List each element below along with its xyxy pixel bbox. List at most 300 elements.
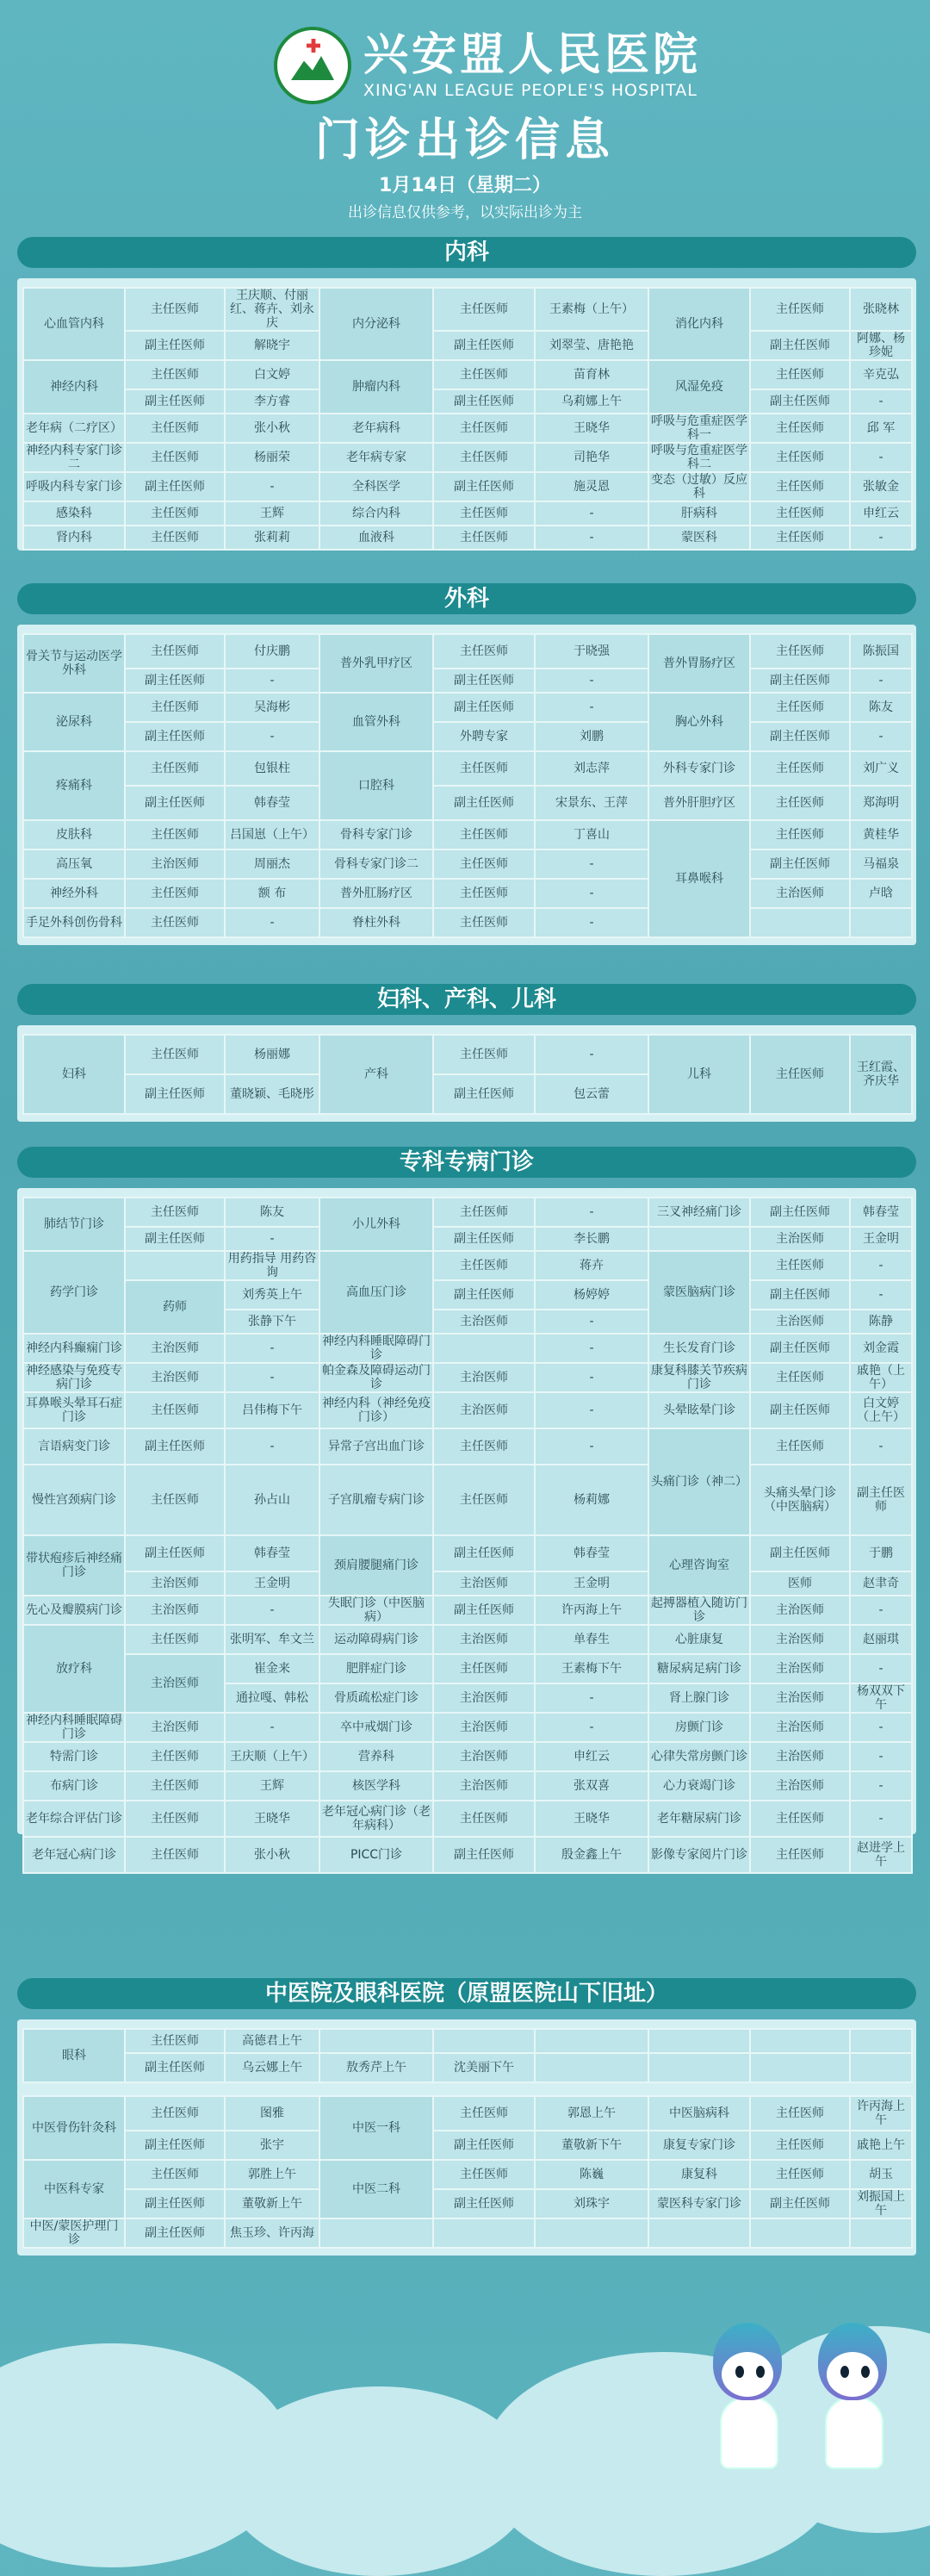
table-row [23, 1713, 912, 1742]
table-cell: PICC门诊 [319, 1837, 433, 1873]
table-cell: - [225, 1428, 319, 1465]
table-cell: 特需门诊 [23, 1742, 125, 1771]
table-cell: 主治医师 [750, 1683, 850, 1713]
table-row [23, 1035, 912, 1074]
table-cell: 单春生 [535, 1625, 648, 1654]
table-cell: - [850, 669, 912, 693]
table-cell: - [535, 1363, 648, 1392]
table-cell: 吕伟梅下午 [225, 1392, 319, 1428]
table-row [23, 1535, 912, 1571]
table-cell: 心脏康复 [648, 1625, 750, 1654]
table-cell: 陈巍 [535, 2160, 648, 2189]
table-cell [850, 2053, 912, 2082]
table-cell: 张晓林 [850, 288, 912, 331]
table-cell: 赵丽琪 [850, 1625, 912, 1654]
table-cell: 杨婷婷 [535, 1280, 648, 1310]
table-cell: 主任医师 [125, 879, 225, 908]
table-cell: - [850, 1713, 912, 1742]
table-row [23, 1625, 912, 1654]
table-cell: 主治医师 [750, 1310, 850, 1334]
table-cell: 周丽杰 [225, 849, 319, 879]
section-title: 外科 [17, 583, 916, 614]
table-cell: 白文婷 [225, 360, 319, 389]
table-cell: 副主任医师 [433, 786, 535, 820]
table-cell: 吴海彬 [225, 693, 319, 722]
table-cell: 副主任医师 [125, 2131, 225, 2160]
schedule-note: 出诊信息仅供参考，以实际出诊为主 [348, 204, 582, 221]
table-cell: 肺结节门诊 [23, 1198, 125, 1251]
table-cell: 呼吸与危重症医学科二 [648, 443, 750, 472]
table-cell: 风湿免疫 [648, 360, 750, 414]
page-title: 门诊出诊信息 [314, 115, 615, 166]
table-cell: 副主任医师 [433, 669, 535, 693]
table-cell: 邱 军 [850, 414, 912, 443]
table-cell: 刘翠莹、唐艳艳 [535, 331, 648, 360]
table-cell: 耳鼻喉科 [648, 820, 750, 937]
table-cell: 儿科 [648, 1035, 750, 1114]
table-cell: 三叉神经痛门诊 [648, 1198, 750, 1227]
table-cell: 副主任医师 [125, 1074, 225, 1114]
table-cell: 主治医师 [433, 1742, 535, 1771]
table-cell: 主治医师 [750, 879, 850, 908]
table-cell: 王金明 [850, 1227, 912, 1251]
table-cell: 老年冠心病门诊（老年病科） [319, 1801, 433, 1837]
schedule-date: 1月14日（星期二） [379, 175, 551, 196]
table-cell: 主任医师 [125, 360, 225, 389]
table-row [23, 331, 912, 360]
table-cell: 通拉嘎、韩松 [225, 1683, 319, 1713]
schedule-table [22, 287, 913, 551]
section-title: 妇科、产科、儿科 [17, 984, 916, 1015]
table-cell: 蒋卉 [535, 1251, 648, 1280]
table-cell: 主治医师 [125, 1713, 225, 1742]
table-cell: 房颤门诊 [648, 1713, 750, 1742]
table-cell: 皮肤科 [23, 820, 125, 849]
table-cell: 王辉 [225, 1771, 319, 1801]
table-cell: 许丙海上午 [850, 2096, 912, 2131]
table-cell: 主任医师 [750, 1363, 850, 1392]
table-row [23, 722, 912, 751]
table-cell [433, 1334, 535, 1363]
table-cell: 卒中戒烟门诊 [319, 1713, 433, 1742]
table-cell: 主任医师 [125, 1198, 225, 1227]
table-cell: 主任医师 [125, 2029, 225, 2053]
table-cell: 主任医师 [433, 1198, 535, 1227]
table-cell: 主任医师 [125, 908, 225, 937]
table-cell: 主治医师 [125, 1571, 225, 1596]
table-cell: 疼痛科 [23, 751, 125, 820]
table-cell [648, 2029, 750, 2053]
table-cell: 黄桂华 [850, 820, 912, 849]
table-cell: 主任医师 [125, 1771, 225, 1801]
table-cell: 外科专家门诊 [648, 751, 750, 786]
table-cell: 耳鼻喉头晕耳石症门诊 [23, 1392, 125, 1428]
table-row [23, 2189, 912, 2218]
table-cell: 主任医师 [750, 414, 850, 443]
table-cell: 陈静 [850, 1310, 912, 1334]
table-cell: 副主任医师 [125, 2189, 225, 2218]
table-cell: 主任医师 [750, 2160, 850, 2189]
table-cell: 小儿外科 [319, 1198, 433, 1251]
table-cell: 口腔科 [319, 751, 433, 820]
table-cell: 乌莉娜上午 [535, 389, 648, 414]
table-cell: - [535, 669, 648, 693]
table-cell: 副主任医师 [750, 389, 850, 414]
table-cell: 副主任医师 [750, 1334, 850, 1363]
table-row [23, 1198, 912, 1227]
table-cell: 副主任医师 [750, 331, 850, 360]
table-row [23, 879, 912, 908]
table-cell: 主任医师 [433, 1465, 535, 1535]
table-cell: 副主任医师 [125, 722, 225, 751]
table-cell: 赵聿奇 [850, 1571, 912, 1596]
table-row [23, 288, 912, 331]
table-cell: 王庆顺（上午） [225, 1742, 319, 1771]
table-cell: 胡玉 [850, 2160, 912, 2189]
table-cell: 刘金霞 [850, 1334, 912, 1363]
table-row [23, 2082, 912, 2096]
table-row [23, 669, 912, 693]
table-cell: 运动障碍病门诊 [319, 1625, 433, 1654]
table-cell: 副主任医师 [433, 472, 535, 501]
table-cell: 张双喜 [535, 1771, 648, 1801]
table-cell: 主治医师 [125, 1596, 225, 1625]
table-cell: - [225, 1227, 319, 1251]
table-row [23, 472, 912, 501]
table-cell: - [225, 722, 319, 751]
table-cell: 主任医师 [433, 2160, 535, 2189]
table-cell: 主任医师 [750, 501, 850, 526]
table-cell: 主治医师 [433, 1310, 535, 1334]
table-cell: - [225, 472, 319, 501]
table-cell: 宋景东、王萍 [535, 786, 648, 820]
table-cell: 主任医师 [750, 288, 850, 331]
schedule-table [22, 1034, 913, 1115]
table-cell: 慢性宫颈病门诊 [23, 1465, 125, 1535]
table-cell: 马福泉 [850, 849, 912, 879]
table-cell: 戚艳上午 [850, 2131, 912, 2160]
table-cell: 感染科 [23, 501, 125, 526]
table-cell: 主任医师 [750, 2096, 850, 2131]
schedule-table [22, 633, 913, 938]
table-row [23, 1280, 912, 1310]
table-cell: 副主任医师 [433, 1227, 535, 1251]
table-cell: 主治医师 [750, 1625, 850, 1654]
table-cell: 副主任医师 [433, 1535, 535, 1571]
table-cell: 主任医师 [750, 1428, 850, 1465]
table-cell: - [535, 1310, 648, 1334]
table-cell: 副主任医师 [125, 1227, 225, 1251]
table-cell: 主任医师 [433, 288, 535, 331]
table-cell: 神经内科癫痫门诊 [23, 1334, 125, 1363]
table-cell: - [225, 1334, 319, 1363]
table-cell: 于晓强 [535, 634, 648, 669]
table-row [23, 1654, 912, 1683]
table-row [23, 1428, 912, 1465]
table-cell: - [850, 389, 912, 414]
table-row [23, 2029, 912, 2053]
table-cell: 申红云 [535, 1742, 648, 1771]
table-cell [648, 1227, 750, 1251]
table-cell: 主任医师 [433, 360, 535, 389]
table-cell: 产科 [319, 1035, 433, 1114]
table-cell: 副主任医师 [125, 786, 225, 820]
table-cell: 王晓华 [535, 414, 648, 443]
table-row [23, 360, 912, 389]
table-cell: 副主任医师 [433, 331, 535, 360]
table-cell: 刘广义 [850, 751, 912, 786]
table-cell: 布病门诊 [23, 1771, 125, 1801]
table-cell: 心力衰竭门诊 [648, 1771, 750, 1801]
table-cell: 卢晗 [850, 879, 912, 908]
table-cell: 吕国崽（上午） [225, 820, 319, 849]
table-cell: 申红云 [850, 501, 912, 526]
table-cell: - [535, 1198, 648, 1227]
table-cell: 张敏金 [850, 472, 912, 501]
hospital-brand [274, 22, 701, 109]
table-cell: 主任医师 [750, 693, 850, 722]
table-cell: 韩春莹 [850, 1198, 912, 1227]
table-row [23, 2096, 912, 2131]
table-cell: 董敬新下午 [535, 2131, 648, 2160]
table-cell: 副主任医师 [750, 1198, 850, 1227]
section-title: 中医院及眼科医院（原盟医院山下旧址） [17, 1978, 916, 2009]
table-cell: 辛克弘 [850, 360, 912, 389]
table-cell: 康复科 [648, 2160, 750, 2189]
table-cell: 普外胃肠疗区 [648, 634, 750, 693]
table-cell: 药学门诊 [23, 1251, 125, 1334]
table-cell: - [225, 669, 319, 693]
table-cell: 肝病科 [648, 501, 750, 526]
table-cell: 神经内科睡眠障碍门诊 [23, 1713, 125, 1742]
table-cell: 郭胜上午 [225, 2160, 319, 2189]
table-cell: 副主任医师 [125, 2218, 225, 2248]
table-cell: - [535, 1713, 648, 1742]
table-cell: 呼吸内科专家门诊 [23, 472, 125, 501]
table-row [23, 751, 912, 786]
table-cell: 刘秀英上午 [225, 1280, 319, 1310]
table-cell: 副主任医师 [750, 669, 850, 693]
table-cell: 副主任医师 [125, 1535, 225, 1571]
table-cell: - [850, 1742, 912, 1771]
table-cell: 神经内科（神经免疫门诊） [319, 1392, 433, 1428]
table-cell: 副主任医师 [750, 2189, 850, 2218]
table-row [23, 1251, 912, 1280]
table-cell [319, 2029, 433, 2053]
table-cell: 副主任医师 [750, 1280, 850, 1310]
table-cell: 于鹏 [850, 1535, 912, 1571]
table-cell: 主任医师 [125, 1392, 225, 1428]
table-cell: 主任医师 [433, 1801, 535, 1837]
table-cell: 郑海明 [850, 786, 912, 820]
mascot-nurse-icon [809, 2323, 896, 2478]
table-cell: 骨质疏松症门诊 [319, 1683, 433, 1713]
table-cell: 主任医师 [125, 1035, 225, 1074]
table-cell: 心律失常房颤门诊 [648, 1742, 750, 1771]
table-cell: 主任医师 [750, 1801, 850, 1837]
table-cell: 头痛头晕门诊（中医脑病） [750, 1465, 850, 1535]
table-cell: 张小秋 [225, 1837, 319, 1873]
hospital-name-en: XING'AN LEAGUE PEOPLE'S HOSPITAL [363, 81, 698, 100]
table-cell: 骨科专家门诊 [319, 820, 433, 849]
table-cell: 主任医师 [750, 1251, 850, 1280]
table-cell: 主任医师 [125, 1837, 225, 1873]
table-cell: 王金明 [535, 1571, 648, 1596]
table-cell: 王素梅下午 [535, 1654, 648, 1683]
section-title: 内科 [17, 237, 916, 268]
table-cell: 董敬新上午 [225, 2189, 319, 2218]
schedule-table [22, 1197, 913, 1874]
table-cell: - [850, 1771, 912, 1801]
table-cell: 副主任医师 [433, 2131, 535, 2160]
table-cell: 中医科专家 [23, 2160, 125, 2218]
table-cell: 老年病科 [319, 414, 433, 443]
table-cell [535, 2218, 648, 2248]
table-cell: 韩春莹 [225, 1535, 319, 1571]
table-cell: 中医脑病科 [648, 2096, 750, 2131]
table-cell: 老年病（二疗区） [23, 414, 125, 443]
table-cell: 主任医师 [125, 1625, 225, 1654]
table-cell: 许丙海上午 [535, 1596, 648, 1625]
table-cell: 杨莉娜 [535, 1465, 648, 1535]
table-cell: 王晓华 [225, 1801, 319, 1837]
table-cell: 杨丽荣 [225, 443, 319, 472]
table-cell: 心理咨询室 [648, 1535, 750, 1596]
table-cell: 施灵恩 [535, 472, 648, 501]
table-cell: 苗育林 [535, 360, 648, 389]
table-cell: 主任医师 [750, 360, 850, 389]
table-cell: 主任医师 [750, 526, 850, 550]
table-cell: 主任医师 [433, 751, 535, 786]
table-cell: 副主任医师 [433, 1280, 535, 1310]
table-cell: 主治医师 [433, 1771, 535, 1801]
table-cell: 副主任医师 [750, 722, 850, 751]
table-cell: 肾上腺门诊 [648, 1683, 750, 1713]
table-cell: 副主任医师 [125, 472, 225, 501]
table-cell: 主任医师 [433, 634, 535, 669]
table-cell: 中医二科 [319, 2160, 433, 2218]
table-cell: 用药指导 用药咨询 [225, 1251, 319, 1280]
section-title: 专科专病门诊 [17, 1147, 916, 1178]
table-cell: - [850, 1280, 912, 1310]
table-cell: 刘鹏 [535, 722, 648, 751]
table-cell: 主任医师 [750, 1837, 850, 1873]
table-cell: 内分泌科 [319, 288, 433, 360]
table-cell: 主治医师 [433, 1363, 535, 1392]
table-cell: 主任医师 [433, 2096, 535, 2131]
table-row [23, 1596, 912, 1625]
table-cell: 主任医师 [750, 472, 850, 501]
table-cell: 胸心外科 [648, 693, 750, 751]
table-cell: 神经外科 [23, 879, 125, 908]
table-cell: 主任医师 [433, 1428, 535, 1465]
section-table-panel [17, 2019, 916, 2256]
table-cell: 张静下午 [225, 1310, 319, 1334]
table-cell: 神经感染与免疫专病门诊 [23, 1363, 125, 1392]
table-cell: 子宫肌瘤专病门诊 [319, 1465, 433, 1535]
table-cell: 乌云娜上午 [225, 2053, 319, 2082]
table-cell: 王辉 [225, 501, 319, 526]
table-cell: 王红霞、齐庆华 [850, 1035, 912, 1114]
table-cell: 副主任医师 [433, 693, 535, 722]
table-cell: 蒙医脑病门诊 [648, 1251, 750, 1334]
table-cell: 包银柱 [225, 751, 319, 786]
table-cell: 肥胖症门诊 [319, 1654, 433, 1683]
table-cell: 放疗科 [23, 1625, 125, 1713]
table-cell: 蒙医科专家门诊 [648, 2189, 750, 2218]
table-cell [750, 2218, 850, 2248]
table-cell: 康复专家门诊 [648, 2131, 750, 2160]
table-cell: 杨双双下午 [850, 1683, 912, 1713]
table-cell: 手足外科创伤骨科 [23, 908, 125, 937]
table-cell: 主任医师 [125, 443, 225, 472]
table-cell: 异常子宫出血门诊 [319, 1428, 433, 1465]
table-cell: 老年糖尿病门诊 [648, 1801, 750, 1837]
section-table-panel [17, 625, 916, 945]
table-cell: 生长发育门诊 [648, 1334, 750, 1363]
table-cell: - [535, 693, 648, 722]
decorative-clouds [0, 2292, 930, 2508]
table-row [23, 443, 912, 472]
table-cell: 副主任医师 [433, 2189, 535, 2218]
table-cell: 老年病专家 [319, 443, 433, 472]
schedule-table [22, 2028, 913, 2249]
table-row [23, 1571, 912, 1596]
table-cell: 付庆鹏 [225, 634, 319, 669]
table-cell: 额 布 [225, 879, 319, 908]
table-cell: 主任医师 [433, 849, 535, 879]
table-cell: 消化内科 [648, 288, 750, 360]
table-cell: 主任医师 [125, 751, 225, 786]
table-cell: 主任医师 [125, 1801, 225, 1837]
table-cell [750, 2053, 850, 2082]
table-cell: - [535, 849, 648, 879]
table-cell: 王庆顺、付丽红、蒋卉、刘永庆 [225, 288, 319, 331]
table-row [23, 2218, 912, 2248]
table-cell [850, 2218, 912, 2248]
table-cell: 张小秋 [225, 414, 319, 443]
table-cell: 戚艳（上午） [850, 1363, 912, 1392]
table-cell [850, 908, 912, 937]
table-cell: 头晕眩晕门诊 [648, 1392, 750, 1428]
table-cell: - [850, 1428, 912, 1465]
table-cell: 司艳华 [535, 443, 648, 472]
table-cell: 副主任医师 [125, 331, 225, 360]
table-cell: 血管外科 [319, 693, 433, 751]
table-cell: 副主任医师 [125, 669, 225, 693]
table-cell: 变态（过敏）反应科 [648, 472, 750, 501]
table-cell [433, 2029, 535, 2053]
table-cell: 中医骨伤针灸科 [23, 2096, 125, 2160]
table-cell: 副主任医师 [125, 2053, 225, 2082]
table-row [23, 1771, 912, 1801]
table-cell [648, 2218, 750, 2248]
table-cell: 主治医师 [433, 1571, 535, 1596]
table-cell: 营养科 [319, 1742, 433, 1771]
table-cell: 药师 [125, 1280, 225, 1334]
table-cell: 副主任医师 [750, 1535, 850, 1571]
table-cell: 陈友 [850, 693, 912, 722]
table-cell: 眼科 [23, 2029, 125, 2082]
table-row [23, 2131, 912, 2160]
table-row [23, 820, 912, 849]
table-cell: 主治医师 [750, 1227, 850, 1251]
table-cell: 阿娜、杨珍妮 [850, 331, 912, 360]
table-row [23, 1363, 912, 1392]
table-cell: 康复科膝关节疾病门诊 [648, 1363, 750, 1392]
table-cell: 高压氧 [23, 849, 125, 879]
table-cell: 主任医师 [750, 751, 850, 786]
